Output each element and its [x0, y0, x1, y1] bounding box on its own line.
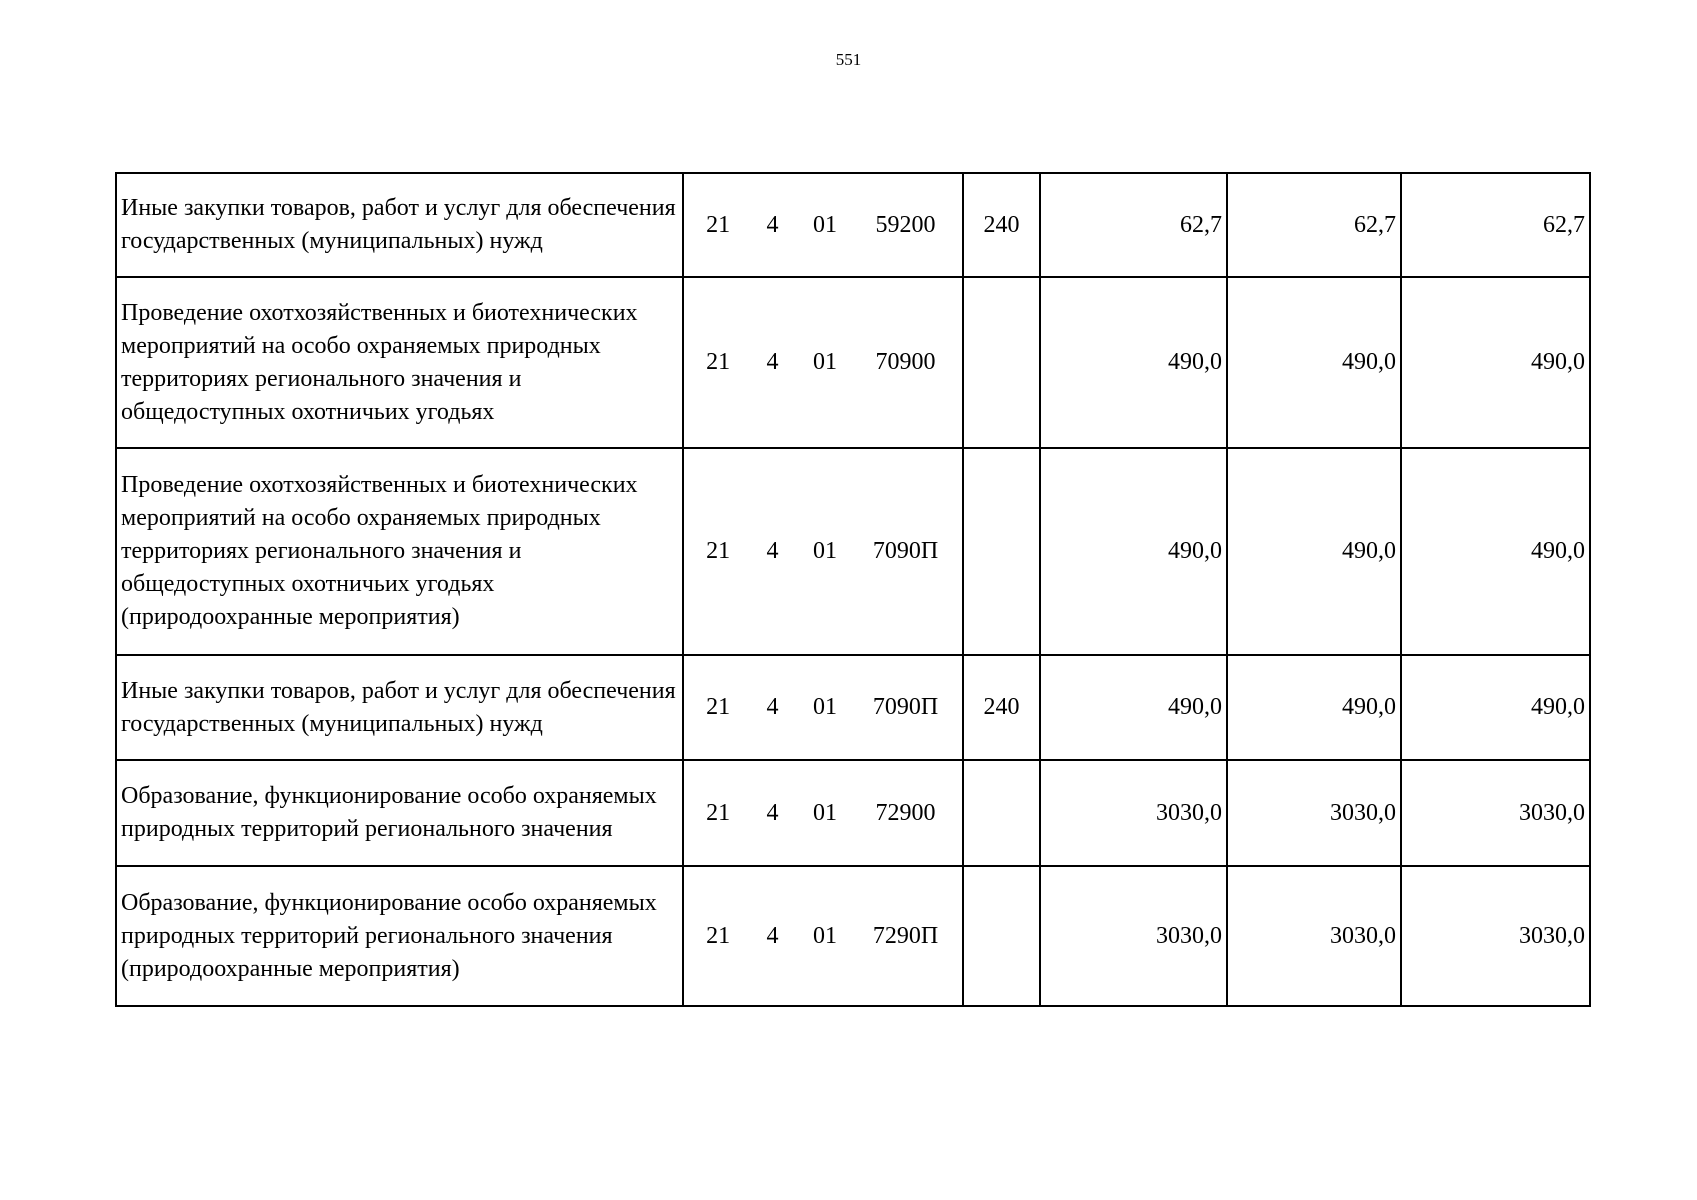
code-event: 01	[812, 349, 837, 375]
row-value-2: 3030,0	[1227, 760, 1401, 866]
row-codes	[683, 277, 963, 448]
table-row	[116, 655, 1590, 760]
row-expense-type	[963, 448, 1040, 655]
row-value-1: 3030,0	[1040, 760, 1227, 866]
row-codes	[683, 173, 963, 277]
code-program: 21	[706, 538, 731, 564]
row-value-3: 3030,0	[1401, 866, 1590, 1006]
row-name: Проведение охотхозяйственных и биотехнических мероприятий на особо охраняемых природных территориях регионального значения и общедоступных охотничьих угодьях (природоохранные мероприятия)	[116, 448, 683, 655]
code-event: 01	[812, 922, 837, 949]
code-subprogram: 4	[766, 799, 779, 826]
row-value-3: 3030,0	[1401, 760, 1590, 866]
row-value-2: 62,7	[1227, 173, 1401, 277]
code-event: 01	[812, 538, 837, 564]
code-program: 21	[706, 922, 731, 949]
code-event: 01	[812, 211, 837, 238]
code-program: 21	[706, 211, 731, 238]
row-value-1: 490,0	[1040, 655, 1227, 760]
code-subprogram: 4	[766, 694, 779, 720]
row-value-2: 3030,0	[1227, 866, 1401, 1006]
code-direction: 7090П	[872, 694, 939, 720]
row-value-1: 490,0	[1040, 277, 1227, 448]
row-expense-type	[963, 760, 1040, 866]
code-direction: 72900	[875, 799, 936, 826]
table-row	[116, 760, 1590, 866]
code-direction: 70900	[875, 349, 936, 375]
row-value-3: 490,0	[1401, 448, 1590, 655]
code-direction: 59200	[875, 211, 936, 238]
table-row	[116, 866, 1590, 1006]
code-event: 01	[812, 694, 837, 720]
code-subprogram: 4	[766, 922, 779, 949]
row-value-1: 490,0	[1040, 448, 1227, 655]
page-number: 551	[835, 50, 862, 69]
code-event: 01	[812, 799, 837, 826]
row-value-2: 490,0	[1227, 655, 1401, 760]
row-value-2: 490,0	[1227, 448, 1401, 655]
row-value-3: 62,7	[1401, 173, 1590, 277]
table-row	[116, 173, 1590, 277]
row-value-3: 490,0	[1401, 655, 1590, 760]
row-expense-type: 240	[963, 173, 1040, 277]
code-direction: 7090П	[872, 538, 939, 564]
row-value-3: 490,0	[1401, 277, 1590, 448]
row-codes	[683, 760, 963, 866]
code-subprogram: 4	[766, 538, 779, 564]
table-row	[116, 277, 1590, 448]
code-program: 21	[706, 694, 731, 720]
budget-table	[115, 172, 1591, 1007]
row-expense-type	[963, 277, 1040, 448]
code-program: 21	[706, 799, 731, 826]
row-name: Проведение охотхозяйственных и биотехнических мероприятий на особо охраняемых природных территориях регионального значения и общедоступных охотничьих угодьях	[116, 277, 683, 448]
row-codes	[683, 655, 963, 760]
table-row	[116, 448, 1590, 655]
row-value-1: 62,7	[1040, 173, 1227, 277]
row-name: Иные закупки товаров, работ и услуг для обеспечения государственных (муниципальных) нужд	[116, 655, 683, 760]
row-name: Образование, функционирование особо охраняемых природных территорий регионального значения (природоохранные мероприятия)	[116, 866, 683, 1006]
code-program: 21	[706, 349, 731, 375]
code-subprogram: 4	[766, 211, 779, 238]
row-codes	[683, 866, 963, 1006]
row-name: Иные закупки товаров, работ и услуг для обеспечения государственных (муниципальных) нужд	[116, 173, 683, 277]
row-value-1: 3030,0	[1040, 866, 1227, 1006]
row-expense-type	[963, 866, 1040, 1006]
row-codes	[683, 448, 963, 655]
row-expense-type: 240	[963, 655, 1040, 760]
row-value-2: 490,0	[1227, 277, 1401, 448]
code-subprogram: 4	[766, 349, 779, 375]
code-direction: 7290П	[872, 922, 939, 949]
row-name: Образование, функционирование особо охраняемых природных территорий регионального значения	[116, 760, 683, 866]
